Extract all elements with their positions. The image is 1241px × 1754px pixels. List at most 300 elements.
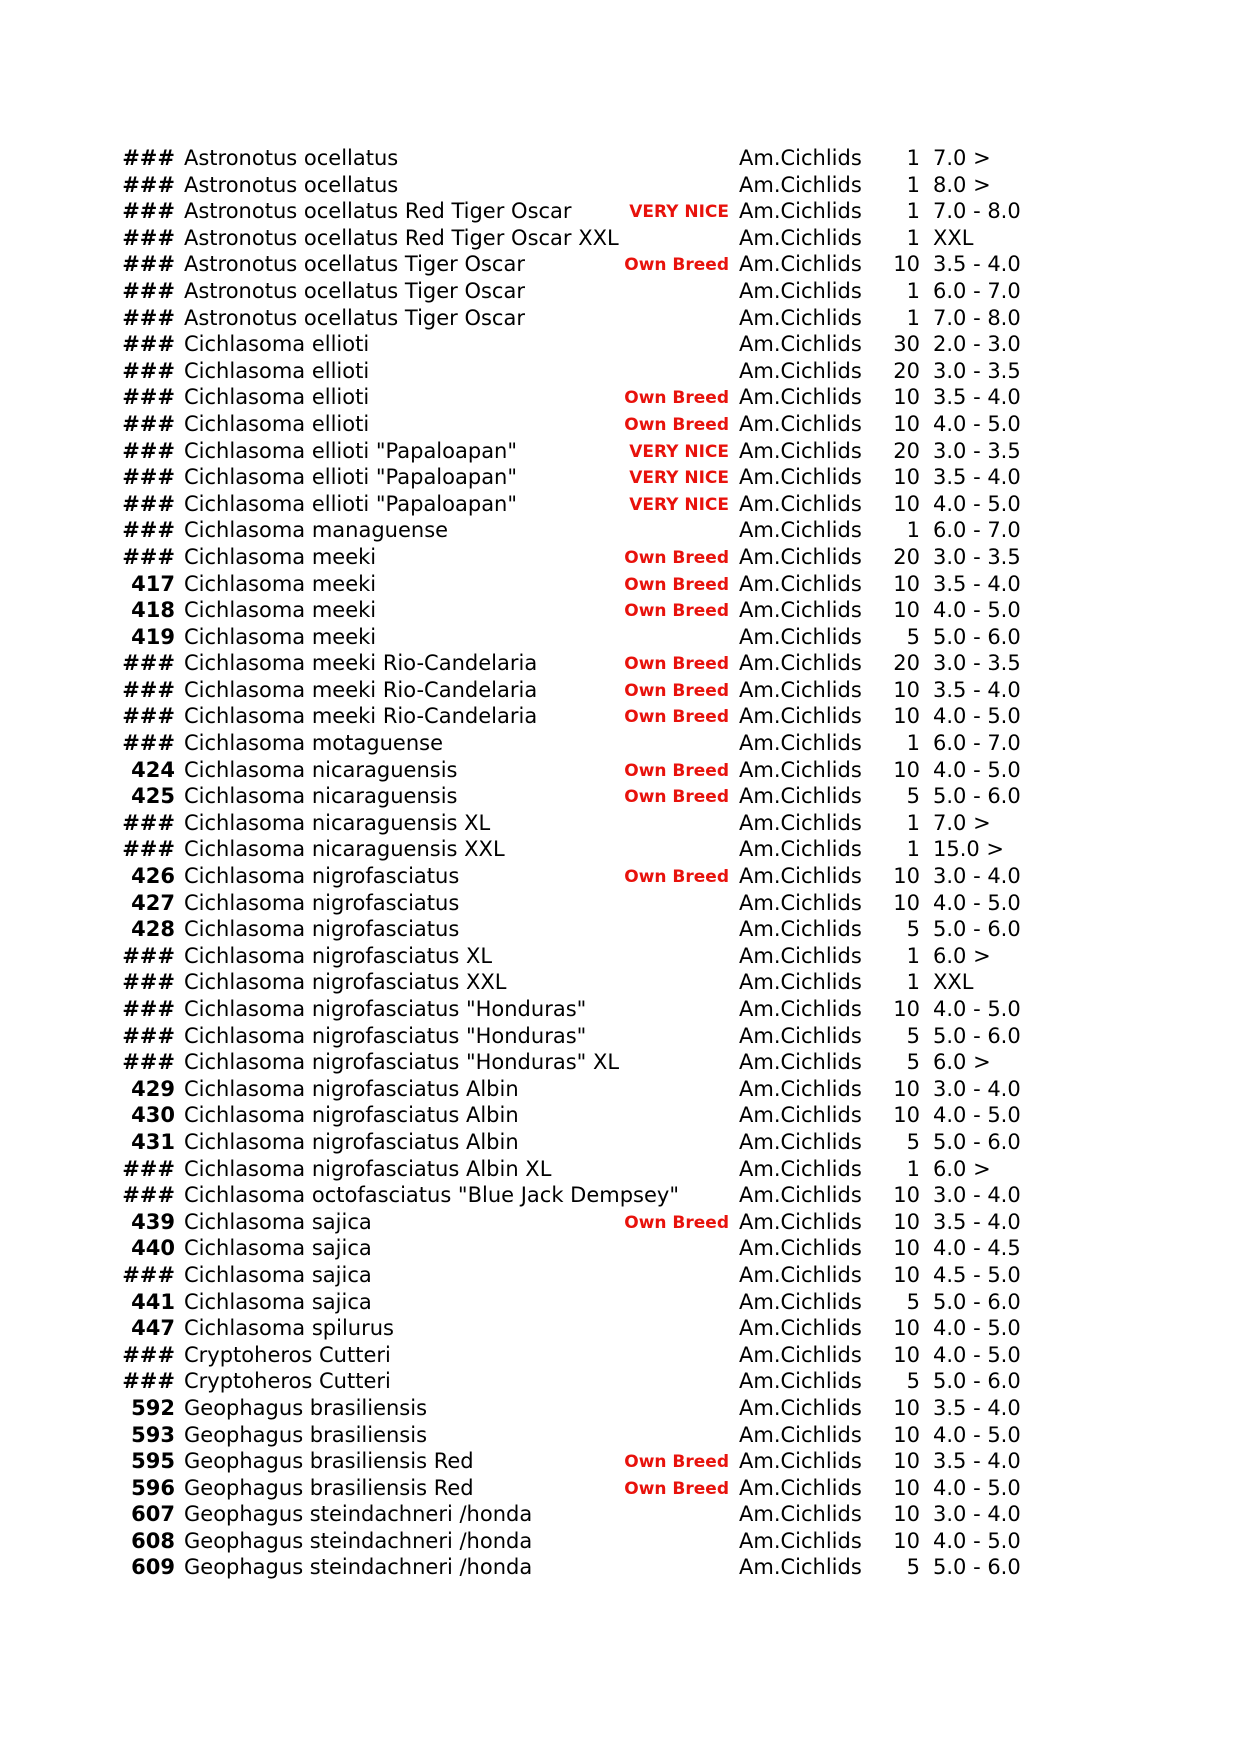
- item-code: 431: [131, 1129, 175, 1154]
- item-code: 447: [131, 1316, 175, 1341]
- list-item: [0, 863, 1241, 890]
- size-range: 7.0 >: [933, 146, 991, 170]
- size-range: 5.0 - 6.0: [933, 917, 1021, 942]
- species-name: Geophagus steindachneri /honda: [184, 1502, 533, 1527]
- quantity: 10: [893, 465, 920, 490]
- list-item: [0, 1395, 1241, 1422]
- category-label: Am.Cichlids: [739, 837, 862, 862]
- quantity: 10: [893, 1262, 920, 1287]
- size-range: 3.0 - 4.0: [933, 864, 1021, 889]
- species-name: Cichlasoma nigrofasciatus: [184, 890, 460, 915]
- quantity: 5: [906, 784, 920, 809]
- list-item: [0, 703, 1241, 730]
- item-code: ###: [122, 1156, 175, 1181]
- item-code: ###: [122, 651, 175, 676]
- item-code: 609: [131, 1555, 175, 1580]
- species-name: Geophagus steindachneri /honda: [184, 1555, 533, 1580]
- category-label: Am.Cichlids: [739, 252, 862, 277]
- item-code: ###: [122, 146, 175, 170]
- size-range: 7.0 >: [933, 810, 991, 835]
- species-name: Astronotus ocellatus: [184, 172, 399, 197]
- category-label: Am.Cichlids: [739, 997, 862, 1021]
- size-range: 3.5 - 4.0: [933, 252, 1021, 277]
- quantity: 1: [906, 837, 920, 862]
- category-label: Am.Cichlids: [739, 465, 862, 490]
- species-name: Astronotus ocellatus Tiger Oscar: [184, 305, 525, 330]
- item-code: 440: [131, 1236, 175, 1261]
- size-range: 5.0 - 6.0: [933, 1369, 1021, 1394]
- item-code: ###: [122, 1369, 175, 1394]
- quantity: 10: [893, 864, 920, 889]
- item-code: ###: [122, 491, 175, 516]
- size-range: 3.0 - 4.0: [933, 1502, 1021, 1527]
- list-item: [0, 305, 1241, 332]
- species-name: Cichlasoma nigrofasciatus: [184, 864, 460, 889]
- quantity: 10: [893, 1103, 920, 1128]
- note-badge: Own Breed: [624, 867, 729, 888]
- species-name: Cichlasoma ellioti: [184, 411, 370, 436]
- species-name: Cichlasoma nigrofasciatus "Honduras" XL: [184, 1050, 620, 1075]
- list-item: [0, 491, 1241, 518]
- item-code: 608: [131, 1528, 175, 1553]
- list-item: [0, 1289, 1241, 1316]
- quantity: 5: [906, 1369, 920, 1394]
- quantity: 10: [893, 757, 920, 782]
- note-badge: Own Breed: [624, 680, 729, 701]
- item-code: ###: [122, 172, 175, 197]
- quantity: 1: [906, 305, 920, 330]
- species-name: Cichlasoma nigrofasciatus "Honduras": [184, 997, 587, 1021]
- note-badge: Own Breed: [624, 255, 729, 276]
- quantity: 5: [906, 1289, 920, 1314]
- category-label: Am.Cichlids: [739, 1555, 862, 1580]
- size-range: 5.0 - 6.0: [933, 1555, 1021, 1580]
- species-name: Geophagus brasiliensis: [184, 1395, 428, 1420]
- species-name: Cryptoheros Cutteri: [184, 1342, 391, 1367]
- item-code: 424: [131, 757, 175, 782]
- item-code: ###: [122, 970, 175, 995]
- list-item: [0, 225, 1241, 252]
- size-range: 3.5 - 4.0: [933, 465, 1021, 490]
- quantity: 10: [893, 1076, 920, 1101]
- note-badge: Own Breed: [624, 787, 729, 808]
- list-item: [0, 916, 1241, 943]
- list-item: [0, 1156, 1241, 1183]
- list-item: [0, 1049, 1241, 1076]
- item-code: 430: [131, 1103, 175, 1128]
- list-item: [0, 597, 1241, 624]
- size-range: 4.0 - 5.0: [933, 1528, 1021, 1553]
- size-range: 7.0 - 8.0: [933, 199, 1021, 224]
- category-label: Am.Cichlids: [739, 943, 862, 968]
- species-name: Astronotus ocellatus Tiger Oscar: [184, 278, 525, 303]
- quantity: 1: [906, 172, 920, 197]
- list-item: [0, 384, 1241, 411]
- quantity: 10: [893, 1528, 920, 1553]
- size-range: 7.0 - 8.0: [933, 305, 1021, 330]
- quantity: 10: [893, 491, 920, 516]
- note-badge: Own Breed: [624, 1212, 729, 1233]
- category-label: Am.Cichlids: [739, 970, 862, 995]
- size-range: 6.0 - 7.0: [933, 278, 1021, 303]
- item-code: ###: [122, 1023, 175, 1048]
- list-item: [0, 1501, 1241, 1528]
- quantity: 20: [893, 358, 920, 383]
- size-range: 4.0 - 5.0: [933, 704, 1021, 729]
- list-item: [0, 464, 1241, 491]
- species-name: Geophagus brasiliensis Red: [184, 1475, 474, 1500]
- list-item: [0, 1448, 1241, 1475]
- category-label: Am.Cichlids: [739, 571, 862, 596]
- size-range: 4.0 - 5.0: [933, 411, 1021, 436]
- category-label: Am.Cichlids: [739, 1342, 862, 1367]
- size-range: 4.0 - 5.0: [933, 890, 1021, 915]
- item-code: 418: [131, 598, 175, 623]
- item-code: 429: [131, 1076, 175, 1101]
- quantity: 10: [893, 677, 920, 702]
- category-label: Am.Cichlids: [739, 704, 862, 729]
- category-label: Am.Cichlids: [739, 731, 862, 756]
- category-label: Am.Cichlids: [739, 810, 862, 835]
- size-range: 5.0 - 6.0: [933, 1129, 1021, 1154]
- note-badge: VERY NICE: [629, 202, 729, 223]
- note-badge: Own Breed: [624, 601, 729, 622]
- species-name: Astronotus ocellatus Tiger Oscar: [184, 252, 525, 277]
- category-label: Am.Cichlids: [739, 1236, 862, 1261]
- list-item: [0, 145, 1241, 172]
- list-item: [0, 757, 1241, 784]
- species-name: Cichlasoma ellioti "Papaloapan": [184, 465, 518, 490]
- category-label: Am.Cichlids: [739, 1502, 862, 1527]
- quantity: 5: [906, 917, 920, 942]
- item-code: ###: [122, 278, 175, 303]
- quantity: 10: [893, 411, 920, 436]
- size-range: 3.0 - 3.5: [933, 544, 1021, 569]
- quantity: 10: [893, 704, 920, 729]
- species-name: Cichlasoma nicaraguensis: [184, 784, 458, 809]
- category-label: Am.Cichlids: [739, 411, 862, 436]
- quantity: 20: [893, 651, 920, 676]
- size-range: 4.0 - 5.0: [933, 598, 1021, 623]
- quantity: 10: [893, 1395, 920, 1420]
- item-code: ###: [122, 544, 175, 569]
- category-label: Am.Cichlids: [739, 864, 862, 889]
- list-item: [0, 1368, 1241, 1395]
- item-code: ###: [122, 704, 175, 729]
- quantity: 1: [906, 731, 920, 756]
- quantity: 1: [906, 518, 920, 543]
- species-name: Geophagus steindachneri /honda: [184, 1528, 533, 1553]
- species-name: Cichlasoma meeki: [184, 544, 377, 569]
- species-name: Cichlasoma meeki Rio-Candelaria: [184, 704, 538, 729]
- species-name: Cichlasoma nigrofasciatus XXL: [184, 970, 507, 995]
- size-range: 3.0 - 3.5: [933, 358, 1021, 383]
- item-code: ###: [122, 677, 175, 702]
- quantity: 10: [893, 252, 920, 277]
- list-item: [0, 943, 1241, 970]
- category-label: Am.Cichlids: [739, 1475, 862, 1500]
- item-code: ###: [122, 1262, 175, 1287]
- note-badge: Own Breed: [624, 654, 729, 675]
- category-label: Am.Cichlids: [739, 1449, 862, 1474]
- category-label: Am.Cichlids: [739, 544, 862, 569]
- item-code: ###: [122, 731, 175, 756]
- size-range: 4.5 - 5.0: [933, 1262, 1021, 1287]
- list-item: [0, 1475, 1241, 1502]
- category-label: Am.Cichlids: [739, 677, 862, 702]
- size-range: 3.0 - 4.0: [933, 1183, 1021, 1208]
- quantity: 10: [893, 1183, 920, 1208]
- size-range: 3.5 - 4.0: [933, 1395, 1021, 1420]
- category-label: Am.Cichlids: [739, 146, 862, 170]
- item-code: 441: [131, 1289, 175, 1314]
- size-range: 6.0 >: [933, 943, 991, 968]
- species-name: Cichlasoma ellioti: [184, 332, 370, 357]
- list-item: [0, 810, 1241, 837]
- list-item: [0, 836, 1241, 863]
- item-code: ###: [122, 1183, 175, 1208]
- category-label: Am.Cichlids: [739, 1103, 862, 1128]
- species-name: Cichlasoma spilurus: [184, 1316, 394, 1341]
- quantity: 10: [893, 1342, 920, 1367]
- category-label: Am.Cichlids: [739, 598, 862, 623]
- size-range: 4.0 - 5.0: [933, 1316, 1021, 1341]
- category-label: Am.Cichlids: [739, 784, 862, 809]
- category-label: Am.Cichlids: [739, 651, 862, 676]
- item-code: ###: [122, 385, 175, 410]
- species-name: Geophagus brasiliensis Red: [184, 1449, 474, 1474]
- size-range: XXL: [933, 970, 974, 995]
- list-item: [0, 544, 1241, 571]
- species-name: Cichlasoma nicaraguensis XXL: [184, 837, 505, 862]
- item-code: ###: [122, 199, 175, 224]
- species-name: Astronotus ocellatus Red Tiger Oscar: [184, 199, 572, 224]
- quantity: 5: [906, 1050, 920, 1075]
- quantity: 20: [893, 438, 920, 463]
- species-name: Cichlasoma nicaraguensis: [184, 757, 458, 782]
- species-name: Cichlasoma meeki: [184, 571, 377, 596]
- category-label: Am.Cichlids: [739, 757, 862, 782]
- list-item: [0, 677, 1241, 704]
- quantity: 5: [906, 1555, 920, 1580]
- category-label: Am.Cichlids: [739, 491, 862, 516]
- item-code: ###: [122, 1342, 175, 1367]
- quantity: 1: [906, 810, 920, 835]
- list-item: [0, 1076, 1241, 1103]
- note-badge: Own Breed: [624, 760, 729, 781]
- species-name: Cichlasoma meeki Rio-Candelaria: [184, 651, 538, 676]
- list-item: [0, 1262, 1241, 1289]
- species-name: Cichlasoma sajica: [184, 1236, 372, 1261]
- species-name: Cichlasoma nigrofasciatus XL: [184, 943, 493, 968]
- list-item: [0, 1235, 1241, 1262]
- size-range: 3.0 - 3.5: [933, 438, 1021, 463]
- quantity: 1: [906, 970, 920, 995]
- list-item: [0, 172, 1241, 199]
- note-badge: Own Breed: [624, 414, 729, 435]
- quantity: 5: [906, 1023, 920, 1048]
- list-item: [0, 411, 1241, 438]
- species-name: Cichlasoma octofasciatus "Blue Jack Dempsey": [184, 1183, 680, 1208]
- note-badge: VERY NICE: [629, 441, 729, 462]
- category-label: Am.Cichlids: [739, 1528, 862, 1553]
- item-code: 592: [131, 1395, 175, 1420]
- category-label: Am.Cichlids: [739, 624, 862, 649]
- item-code: ###: [122, 518, 175, 543]
- category-label: Am.Cichlids: [739, 358, 862, 383]
- size-range: 3.5 - 4.0: [933, 1449, 1021, 1474]
- list-item: [0, 517, 1241, 544]
- category-label: Am.Cichlids: [739, 1262, 862, 1287]
- size-range: 4.0 - 5.0: [933, 1342, 1021, 1367]
- quantity: 1: [906, 146, 920, 170]
- note-badge: VERY NICE: [629, 494, 729, 515]
- list-item: [0, 1315, 1241, 1342]
- category-label: Am.Cichlids: [739, 332, 862, 357]
- list-item: [0, 331, 1241, 358]
- species-name: Cichlasoma nigrofasciatus Albin: [184, 1103, 519, 1128]
- list-item: [0, 969, 1241, 996]
- list-item: [0, 1209, 1241, 1236]
- list-item: [0, 1528, 1241, 1555]
- species-name: Cichlasoma ellioti: [184, 358, 370, 383]
- category-label: Am.Cichlids: [739, 305, 862, 330]
- quantity: 10: [893, 997, 920, 1021]
- species-name: Cichlasoma nicaraguensis XL: [184, 810, 491, 835]
- size-range: 3.5 - 4.0: [933, 385, 1021, 410]
- list-item: [0, 783, 1241, 810]
- item-code: ###: [122, 411, 175, 436]
- item-code: ###: [122, 997, 175, 1021]
- item-code: 427: [131, 890, 175, 915]
- category-label: Am.Cichlids: [739, 438, 862, 463]
- quantity: 10: [893, 1236, 920, 1261]
- item-code: 593: [131, 1422, 175, 1447]
- species-name: Cichlasoma nigrofasciatus Albin XL: [184, 1156, 552, 1181]
- quantity: 10: [893, 1502, 920, 1527]
- quantity: 1: [906, 199, 920, 224]
- species-name: Astronotus ocellatus Red Tiger Oscar XXL: [184, 225, 619, 250]
- size-range: 4.0 - 4.5: [933, 1236, 1021, 1261]
- size-range: 3.0 - 3.5: [933, 651, 1021, 676]
- category-label: Am.Cichlids: [739, 1129, 862, 1154]
- item-code: 419: [131, 624, 175, 649]
- quantity: 5: [906, 1129, 920, 1154]
- stock-list: [0, 145, 1241, 1581]
- list-item: [0, 1342, 1241, 1369]
- category-label: Am.Cichlids: [739, 1395, 862, 1420]
- category-label: Am.Cichlids: [739, 1369, 862, 1394]
- item-code: ###: [122, 465, 175, 490]
- species-name: Cichlasoma nigrofasciatus Albin: [184, 1129, 519, 1154]
- category-label: Am.Cichlids: [739, 1076, 862, 1101]
- list-item: [0, 1182, 1241, 1209]
- item-code: ###: [122, 305, 175, 330]
- size-range: 15.0 >: [933, 837, 1005, 862]
- species-name: Cichlasoma sajica: [184, 1209, 372, 1234]
- size-range: 5.0 - 6.0: [933, 1289, 1021, 1314]
- size-range: 6.0 >: [933, 1156, 991, 1181]
- category-label: Am.Cichlids: [739, 1156, 862, 1181]
- quantity: 5: [906, 624, 920, 649]
- size-range: 4.0 - 5.0: [933, 757, 1021, 782]
- category-label: Am.Cichlids: [739, 199, 862, 224]
- note-badge: Own Breed: [624, 574, 729, 595]
- species-name: Cichlasoma managuense: [184, 518, 449, 543]
- list-item: [0, 571, 1241, 598]
- item-code: ###: [122, 252, 175, 277]
- list-item: [0, 996, 1241, 1023]
- list-item: [0, 1102, 1241, 1129]
- list-item: [0, 1554, 1241, 1581]
- quantity: 30: [893, 332, 920, 357]
- category-label: Am.Cichlids: [739, 1316, 862, 1341]
- size-range: 3.5 - 4.0: [933, 571, 1021, 596]
- list-item: [0, 890, 1241, 917]
- category-label: Am.Cichlids: [739, 1209, 862, 1234]
- note-badge: Own Breed: [624, 388, 729, 409]
- quantity: 10: [893, 1316, 920, 1341]
- quantity: 10: [893, 571, 920, 596]
- list-item: [0, 624, 1241, 651]
- species-name: Cichlasoma nigrofasciatus "Honduras": [184, 1023, 587, 1048]
- species-name: Cichlasoma meeki Rio-Candelaria: [184, 677, 538, 702]
- species-name: Cichlasoma motaguense: [184, 731, 443, 756]
- size-range: 5.0 - 6.0: [933, 1023, 1021, 1048]
- size-range: 5.0 - 6.0: [933, 784, 1021, 809]
- list-item: [0, 1422, 1241, 1449]
- size-range: 4.0 - 5.0: [933, 1103, 1021, 1128]
- category-label: Am.Cichlids: [739, 1183, 862, 1208]
- category-label: Am.Cichlids: [739, 1422, 862, 1447]
- item-code: 428: [131, 917, 175, 942]
- species-name: Cichlasoma nigrofasciatus: [184, 917, 460, 942]
- size-range: 6.0 - 7.0: [933, 518, 1021, 543]
- list-item: [0, 1129, 1241, 1156]
- size-range: 5.0 - 6.0: [933, 624, 1021, 649]
- item-code: ###: [122, 943, 175, 968]
- size-range: 4.0 - 5.0: [933, 1475, 1021, 1500]
- species-name: Cichlasoma sajica: [184, 1289, 372, 1314]
- size-range: 6.0 >: [933, 1050, 991, 1075]
- category-label: Am.Cichlids: [739, 225, 862, 250]
- note-badge: Own Breed: [624, 547, 729, 568]
- quantity: 1: [906, 225, 920, 250]
- quantity: 10: [893, 385, 920, 410]
- species-name: Cichlasoma ellioti "Papaloapan": [184, 438, 518, 463]
- item-code: 595: [131, 1449, 175, 1474]
- size-range: 6.0 - 7.0: [933, 731, 1021, 756]
- category-label: Am.Cichlids: [739, 917, 862, 942]
- item-code: ###: [122, 837, 175, 862]
- item-code: 425: [131, 784, 175, 809]
- size-range: 3.0 - 4.0: [933, 1076, 1021, 1101]
- species-name: Cichlasoma nigrofasciatus Albin: [184, 1076, 519, 1101]
- category-label: Am.Cichlids: [739, 385, 862, 410]
- size-range: XXL: [933, 225, 974, 250]
- species-name: Cichlasoma ellioti: [184, 385, 370, 410]
- item-code: ###: [122, 332, 175, 357]
- note-badge: Own Breed: [624, 1478, 729, 1499]
- item-code: ###: [122, 358, 175, 383]
- note-badge: Own Breed: [624, 707, 729, 728]
- list-item: [0, 438, 1241, 465]
- size-range: 4.0 - 5.0: [933, 997, 1021, 1021]
- quantity: 10: [893, 1449, 920, 1474]
- quantity: 20: [893, 544, 920, 569]
- quantity: 10: [893, 598, 920, 623]
- size-range: 4.0 - 5.0: [933, 491, 1021, 516]
